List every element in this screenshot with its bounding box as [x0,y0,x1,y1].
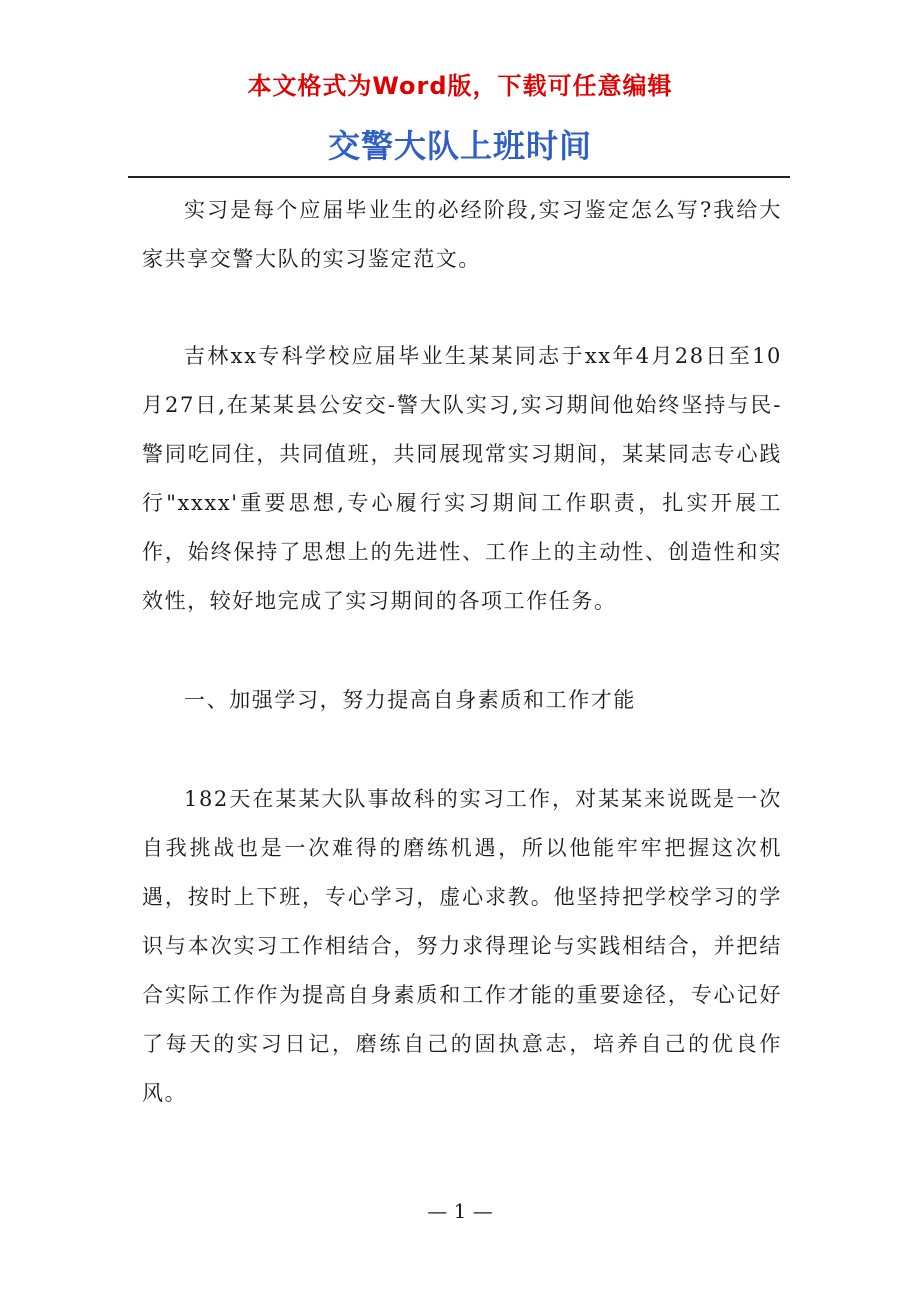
document-body [142,186,782,1118]
intro-paragraph: 实习是每个应届毕业生的必经阶段,实习鉴定怎么写?我给大家共享交警大队的实习鉴定范文。 [142,198,782,271]
page-number: — 1 — [427,1199,493,1223]
paragraph-spacer [142,725,782,775]
paragraph-spacer [142,284,782,332]
summary-paragraph: 吉林xx专科学校应届毕业生某某同志于xx年4月28日至10月27日,在某某县公安交-警大队实习,实习期间他始终坚持与民-警同吃同住，共同值班，共同展现常实习期间，某某同志专心践行"xxxx'重要思想,专心履行实习期间工作职责，扎实开展工作，始终保持了思想上的先进性、工作上的主动性、创造性和实效性，较好地完成了实习期间的各项工作任务。 [142,344,782,613]
format-notice-banner: 本文格式为Word版，下载可任意编辑 [247,72,673,100]
paragraph-spacer [142,626,782,676]
section-paragraph: 182天在某某大队事故科的实习工作，对某某来说既是一次自我挑战也是一次难得的磨练机遇，所以他能牢牢把握这次机遇，按时上下班，专心学习，虚心求教。他坚持把学校学习的学识与本次实习工作相结合，努力求得理论与实践相结合，并把结合实际工作作为提高自身素质和工作才能的重要途径，专心记好了每天的实习日记，磨练自己的固执意志，培养自己的优良作风。 [142,787,782,1105]
title-divider [128,176,790,178]
document-title: 交警大队上班时间 [327,127,592,165]
section-heading: 一、加强学习，努力提高自身素质和工作才能 [184,688,636,712]
